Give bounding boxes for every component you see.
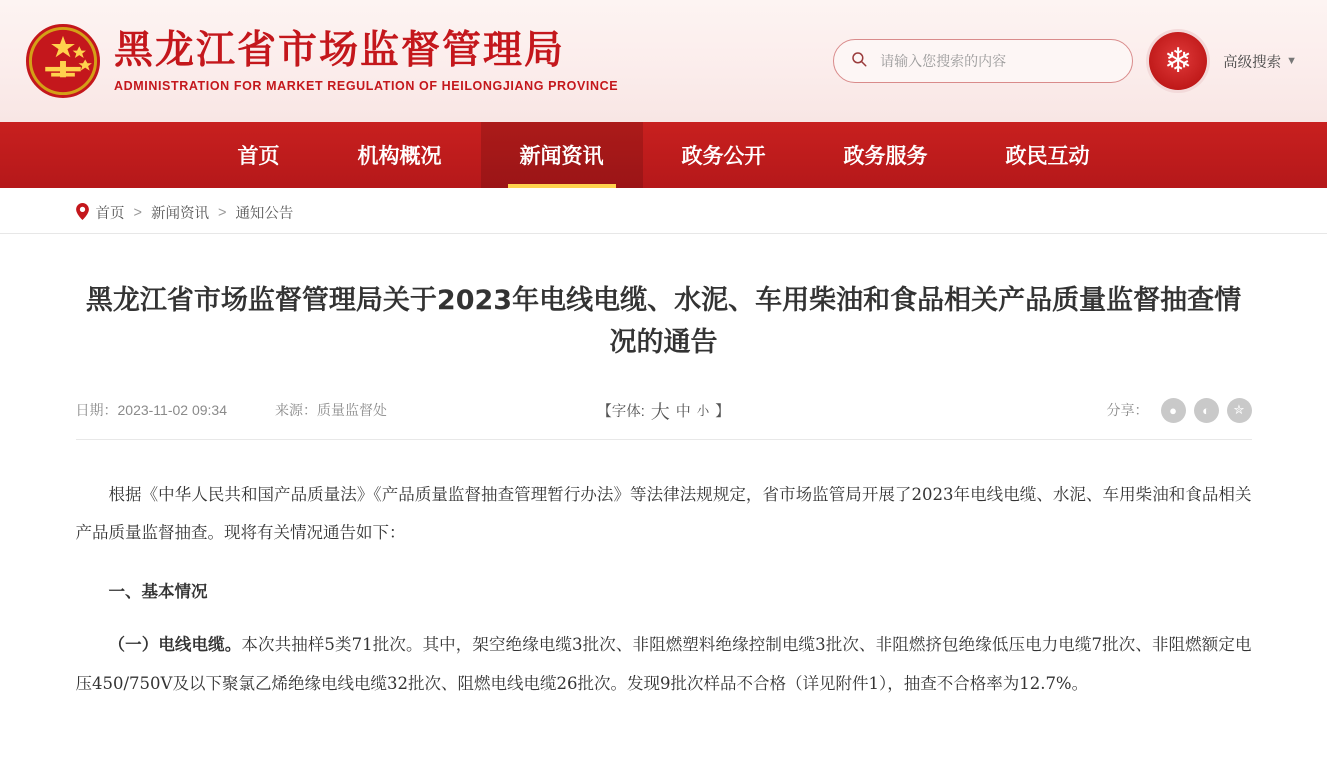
advanced-search-label: 高级搜索: [1223, 54, 1282, 71]
main-navigation: [0, 122, 1327, 188]
font-size-small-button[interactable]: 小: [696, 404, 710, 419]
nav-item-organization[interactable]: [319, 122, 481, 188]
paragraph-intro: 根据《中华人民共和国产品质量法》《产品质量监督抽查管理暂行办法》等法律法规规定，省市场监管局开展了2023年电线电缆、水泥、车用柴油和食品相关产品质量监督抽查。现将有关情况通告如下：: [75, 484, 1252, 543]
paragraph-cables-text: 本次共抽样5类71批次。其中，架空绝缘电缆3批次、非阻燃塑料绝缘控制电缆3批次、非阻燃挤包绝缘低压电力电缆7批次、非阻燃额定电压450/750V及以下聚氯乙烯绝缘电线电缆32批次、阻燃电线电缆26批次。发现9批次样品不合格（详见附件1），抽查不合格率为12.7%。: [75, 634, 1252, 693]
nav-item-affairs-service[interactable]: [805, 122, 967, 188]
nav-label: 政务服务: [843, 144, 928, 168]
wechat-icon[interactable]: ●: [1161, 398, 1186, 423]
font-size-control: [597, 397, 730, 424]
brand-title-en: ADMINISTRATION FOR MARKET REGULATION OF HEILONGJIANG PROVINCE: [114, 78, 619, 93]
header-tools: [833, 32, 1303, 90]
article: [74, 280, 1254, 704]
site-brand: [114, 29, 618, 93]
national-emblem-icon: [26, 24, 100, 98]
article-date-value: 2023-11-02 09:34: [117, 402, 227, 419]
paragraph-section-1: 一、基本情况: [108, 582, 208, 602]
article-date: [76, 400, 228, 420]
site-header: [0, 0, 1327, 122]
chevron-down-icon: ▼: [1286, 55, 1297, 67]
article-meta: [76, 398, 1252, 440]
weibo-icon[interactable]: ◐: [1194, 398, 1219, 423]
search-icon: [850, 50, 868, 73]
nav-item-interaction[interactable]: [967, 122, 1129, 188]
article-source-value: 质量监督处: [317, 402, 387, 419]
breadcrumb-item-notice[interactable]: 通知公告: [235, 206, 294, 222]
breadcrumb-item-home[interactable]: 首页: [95, 206, 125, 222]
nav-label: 首页: [237, 144, 280, 168]
font-size-prefix: 【字体:: [597, 403, 645, 420]
brand-title-cn: 黑龙江省市场监督管理局: [114, 28, 566, 74]
font-size-medium-button[interactable]: 中: [675, 402, 691, 420]
article-source-label: 来源：: [275, 402, 317, 419]
nav-item-affairs-disclosure[interactable]: [643, 122, 805, 188]
article-source: [275, 400, 387, 420]
location-pin-icon: [76, 203, 89, 223]
font-size-suffix: 】: [715, 403, 730, 420]
nav-item-home[interactable]: [199, 122, 319, 188]
article-body: [76, 476, 1252, 704]
breadcrumb-separator: >: [217, 204, 227, 221]
paragraph-cables: [76, 626, 1252, 704]
qzone-icon[interactable]: ✮: [1227, 398, 1252, 423]
share-控件: [1107, 398, 1252, 423]
nav-label: 政务公开: [681, 144, 766, 168]
breadcrumb-separator: >: [133, 204, 142, 221]
article-date-label: 日期：: [75, 402, 118, 419]
snowflake-icon[interactable]: ❄: [1149, 32, 1207, 90]
breadcrumb-divider: [0, 233, 1327, 234]
nav-label: 机构概况: [357, 144, 442, 168]
advanced-search-button[interactable]: [1223, 51, 1297, 72]
font-size-large-button[interactable]: 大: [650, 401, 670, 423]
search-box[interactable]: [833, 39, 1133, 83]
paragraph-cables-lead: （一）电线电缆。: [108, 634, 242, 654]
breadcrumb-item-news[interactable]: 新闻资讯: [150, 206, 209, 222]
breadcrumb: [74, 188, 1254, 233]
share-label: 分享：: [1106, 402, 1149, 419]
page-title: 黑龙江省市场监督管理局关于2023年电线电缆、水泥、车用柴油和食品相关产品质量监督抽查情况的通告: [85, 285, 1242, 358]
search-input[interactable]: [878, 52, 1116, 70]
nav-label: 新闻资讯: [519, 144, 604, 168]
nav-item-news[interactable]: [481, 122, 643, 188]
nav-label: 政民互动: [1005, 144, 1090, 168]
